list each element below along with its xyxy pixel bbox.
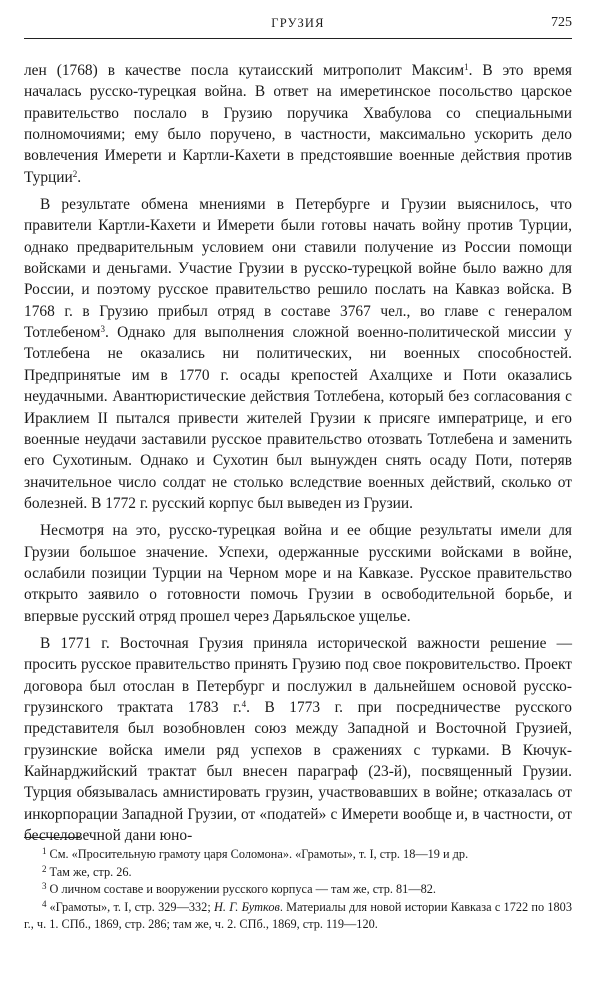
footnote-number: 4 xyxy=(42,898,47,909)
footnote-number: 2 xyxy=(42,863,47,874)
footnote-divider xyxy=(24,837,80,838)
text-run: . Материалы для новой истории Кавказа с 1722 по 1803 г., ч. 1. СПб., 1869, стр. 286; там же, ч. 2. СПб., 1869, стр. 119—120. xyxy=(24,899,572,931)
footnote xyxy=(24,846,572,864)
paragraph xyxy=(24,520,572,627)
text-run: О личном составе и вооружении русского корпуса — там же, стр. 81—82. xyxy=(49,882,436,896)
text-run: «Грамоты», т. I, стр. 329—332; xyxy=(49,899,214,914)
text-run: . Однако для выполнения сложной военно-политической миссии у Тотлебена не оказались ни политических, ни военных способностей. Предпринятые им в 1770 г. осады крепостей Ахалцихе и Поти оказались неудачными. Авантюристические действия Тотлебена, который без согласования с Ираклием II пытался привести жителей Грузии к присяге императрице, и его военные неудачи заставили русское правительство отозвать Тотлебена и заменить его Сухотиным. Однако и Сухотин был вынужден снять осаду Поти, потеряв значительное число солдат не столько вследствие военных действий, сколько от болезней. В 1772 г. русский корпус был выведен из Грузии. xyxy=(24,324,572,512)
footnote-number: 1 xyxy=(42,846,47,856)
footnote-reference: 3 xyxy=(100,324,105,335)
text-run: . В 1773 г. при посредничестве русского представителя был возобновлен союз между Западной и Восточной Грузией, грузинские войска имели ряд успехов в сражениях с турками. В Кючук-Кайнарджийский трактат был внесен параграф (23-й), посвященный Грузии. Турция обязывалась амнистировать грузин, участвовавших в войне; отказалась от инкорпорации Западной Грузии, от «податей» с Имерети вообще и, в частности, от бесчеловечной дани юно- xyxy=(24,698,573,845)
page-number: 725 xyxy=(551,15,572,30)
body-text xyxy=(24,60,572,846)
text-run: См. «Просительную грамоту царя Соломона». «Грамоты», т. I, стр. 18—19 и др. xyxy=(49,847,469,861)
text-run: В результате обмена мнениями в Петербурге и Грузии выяснилось, что правители Картли-Кахети и Имерети были готовы начать войну против Турции, однако предварительным условием они ставили получение из России помощи войсками и деньгами. Участие Грузии в русско-турецкой войне было важно для России, и поэтому русское правительство решило послать на Кавказ войска. В 1768 г. в Грузию прибыл отряд в составе 3767 чел., во главе с генералом Тотлебеном xyxy=(24,196,572,342)
paragraph xyxy=(24,194,572,514)
footnote-reference: 4 xyxy=(241,698,247,709)
text-run: . xyxy=(77,168,82,186)
text-run: лен (1768) в качестве посла кутаисский митрополит Максим xyxy=(24,62,465,79)
running-title: ГРУЗИЯ xyxy=(271,16,325,30)
footnote xyxy=(24,864,572,882)
footnote-number: 3 xyxy=(42,881,47,891)
footnote xyxy=(24,899,572,934)
footnote xyxy=(24,881,572,899)
page-header xyxy=(24,14,572,39)
paragraph xyxy=(24,60,572,188)
footnotes xyxy=(24,846,572,934)
paragraph xyxy=(24,633,572,846)
footnote-reference: 1 xyxy=(464,62,469,72)
author-name: Н. Г. Бутков xyxy=(214,899,280,914)
text-run: Несмотря на это, русско-турецкая война и ее общие результаты имели для Грузии большое значение. Успехи, одержанные русскими войсками в войне, ослабили позиции Турции на Черном море и на Кавказе. Русское правительство открыто заявило о готовности помочь Грузии в освободительной борьбе, и впервые русский отряд прошел через Дарьяльское ущелье. xyxy=(24,522,572,625)
text-run: . В это время началась русско-турецкая война. В ответ на имеретинское посольство царское правительство послало в Грузию поручика Хвабулова со специальными полномочиями; ему было поручено, в частности, максимально ускорить дело вовлечения Имерети и Картли-Кахети в предстоявшие военные действия против Турции xyxy=(24,62,573,186)
text-run: Там же, стр. 26. xyxy=(49,864,132,879)
text-run: В 1771 г. Восточная Грузия приняла исторической важности решение — просить русское правительство принять Грузию под свое покровительство. Проект договора был отослан в Петербург и послужил в дальнейшем основой русско-грузинского трактата 1783 г. xyxy=(24,634,572,716)
footnote-reference: 2 xyxy=(72,168,78,179)
